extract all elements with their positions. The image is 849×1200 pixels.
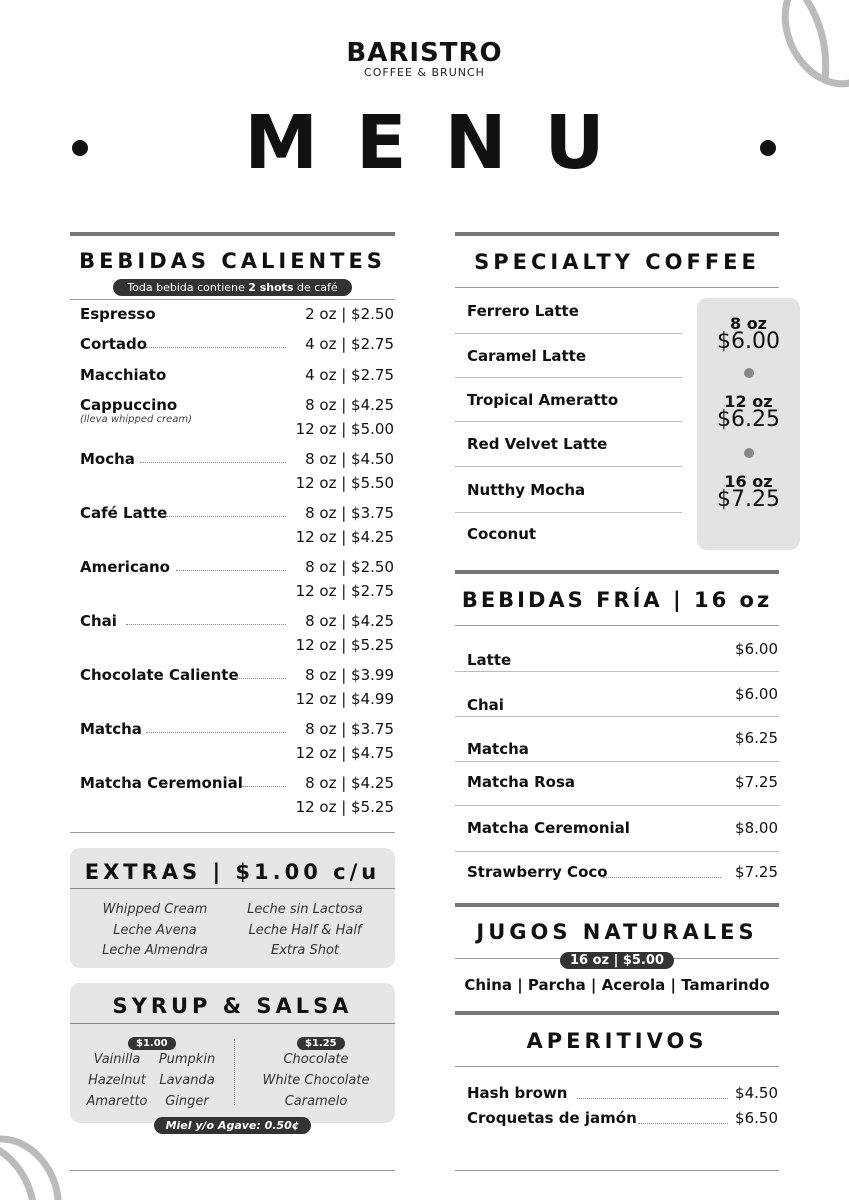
aperitivos-heading: APERITIVOS [526, 1029, 708, 1053]
specialty-item: Tropical Ameratto [467, 391, 619, 409]
menu-item-matcha: Matcha 8 oz | $3.75 12 oz | $4.75 [80, 720, 394, 762]
brand [0, 38, 849, 79]
syrup-price-a: $1.00 [128, 1031, 176, 1050]
extras-divider [70, 888, 395, 889]
size-label: 12 oz [724, 392, 773, 411]
miel-note: Miel y/o Agave: 0.50¢ [70, 1114, 395, 1134]
cold-item-price: $7.25 [735, 863, 778, 881]
specialty-item: Caramel Latte [467, 347, 587, 365]
extra-item: Leche Almendra [102, 943, 208, 958]
syrup-item: Amaretto [86, 1094, 148, 1109]
cold-item-name: Latte [467, 651, 512, 669]
jugos-heading: JUGOS NATURALES [476, 920, 758, 944]
hot-drinks-divider-bottom [70, 832, 395, 833]
syrup-list-b [246, 1049, 386, 1112]
specialty-item: Ferrero Latte [467, 302, 579, 320]
cold-item-price: $6.00 [735, 640, 778, 658]
cold-item-name: Matcha [467, 740, 529, 758]
row-divider [455, 333, 682, 334]
row-divider [455, 466, 682, 467]
jugos-price-badge: 16 oz | $5.00 [455, 949, 779, 969]
leader-dots [166, 516, 286, 517]
shots-note [70, 276, 395, 296]
specialty-item: Nutthy Mocha [467, 481, 586, 499]
brand-name: BARISTRO [346, 38, 503, 68]
specialty-size-box [697, 298, 800, 550]
cold-item-price: $6.00 [735, 685, 778, 703]
coffee-bean-decoration-bottom-left [0, 1125, 70, 1200]
extras-box [70, 848, 395, 968]
extra-item: Leche sin Lactosa [247, 902, 363, 917]
extra-item: Leche Half & Half [248, 922, 362, 938]
row-divider [455, 421, 682, 422]
cold-item-name: Matcha Rosa [467, 773, 576, 791]
cold-drinks-header [455, 570, 779, 626]
syrup-heading: SYRUP & SALSA [112, 994, 353, 1018]
menu-item-cafe-latte: Café Latte 8 oz | $3.75 12 oz | $4.25 [80, 504, 394, 546]
menu-item-matcha-ceremonial: Matcha Ceremonial 8 oz | $4.25 12 oz | $5.25 [80, 774, 394, 816]
cold-item-price: $6.25 [735, 729, 778, 747]
row-divider [455, 512, 682, 513]
decorative-dot-right [760, 140, 776, 156]
leader-dots [638, 1123, 728, 1124]
syrup-item: Pumpkin [158, 1052, 216, 1067]
row-divider [455, 671, 779, 672]
menu-item-chai: Chai 8 oz | $4.25 12 oz | $5.25 [80, 612, 394, 654]
separator-dot [744, 368, 754, 378]
cold-item-name: Strawberry Coco [467, 863, 608, 881]
specialty-header [455, 232, 779, 288]
row-divider [455, 716, 779, 717]
syrup-item: Ginger [165, 1094, 209, 1109]
hot-drinks-header [70, 232, 395, 300]
aperitivo-price: $4.50 [735, 1084, 778, 1102]
size-price: $7.25 [717, 487, 780, 512]
extra-item: Whipped Cream [102, 902, 208, 917]
leader-dots [146, 732, 286, 733]
aperitivo-name: Hash brown [467, 1084, 568, 1102]
extras-left-list [84, 900, 226, 962]
menu-item-americano: Americano 8 oz | $2.50 12 oz | $2.75 [80, 558, 394, 600]
right-bottom-rule [455, 1170, 779, 1171]
row-divider [455, 851, 779, 852]
size-label: 8 oz [729, 314, 767, 333]
aperitivos-divider [455, 1066, 779, 1067]
specialty-item: Coconut [467, 525, 537, 543]
syrup-column-separator [234, 1039, 235, 1105]
jugos-flavors: China | Parcha | Acerola | Tamarindo [464, 976, 770, 994]
syrup-item: White Chocolate [262, 1073, 370, 1088]
menu-item-mocha: Mocha 8 oz | $4.50 12 oz | $5.50 [80, 450, 394, 492]
hot-drinks-divider-top [70, 299, 395, 300]
extra-item: Extra Shot [271, 943, 339, 958]
cold-drinks-heading: BEBIDAS FRÍA | 16 oz [461, 588, 773, 612]
leader-dots [603, 877, 721, 878]
menu-item-macchiato: Macchiato 4 oz | $2.75 [80, 366, 394, 384]
menu-item-cortado: Cortado 4 oz | $2.75 [80, 335, 394, 353]
hot-drinks-heading: BEBIDAS CALIENTES [79, 249, 386, 273]
syrup-item: Vainilla [93, 1052, 141, 1067]
shots-note-pill: Toda bebida contiene 2 shots de café [113, 279, 351, 296]
leader-dots [146, 347, 286, 348]
cold-item-price: $8.00 [735, 819, 778, 837]
syrup-list-a1 [84, 1049, 150, 1112]
menu-item-chocolate-caliente: Chocolate Caliente 8 oz | $3.99 12 oz | $4.99 [80, 666, 394, 708]
leader-dots [236, 678, 286, 679]
aperitivo-name: Croquetas de jamón [467, 1109, 637, 1127]
row-divider [455, 377, 682, 378]
leader-dots [176, 570, 286, 571]
size-price: $6.25 [717, 407, 780, 432]
left-bottom-rule [70, 1170, 395, 1171]
leader-dots [577, 1098, 728, 1099]
aperitivos-header [455, 1011, 779, 1067]
aperitivo-price: $6.50 [735, 1109, 778, 1127]
specialty-item: Red Velvet Latte [467, 435, 608, 453]
extra-item: Leche Avena [113, 922, 197, 938]
syrup-item: Lavanda [159, 1073, 215, 1088]
syrup-price-b: $1.25 [297, 1031, 345, 1050]
leader-dots [126, 624, 286, 625]
syrup-item: Caramelo [284, 1094, 348, 1109]
separator-dot [744, 448, 754, 458]
cold-item-name: Matcha Ceremonial [467, 819, 630, 837]
syrup-list-a2 [154, 1049, 220, 1112]
syrup-box [70, 983, 395, 1123]
size-price: $6.00 [717, 329, 780, 354]
menu-item-espresso: Espresso 2 oz | $2.50 [80, 305, 394, 323]
syrup-divider [70, 1023, 395, 1024]
brand-subtitle: COFFEE & BRUNCH [364, 66, 485, 79]
specialty-heading: SPECIALTY COFFEE [474, 250, 760, 274]
cold-item-price: $7.25 [735, 773, 778, 791]
specialty-divider [455, 287, 779, 288]
row-divider [455, 761, 779, 762]
row-divider [455, 805, 779, 806]
menu-item-cappuccino: Cappuccino (lleva whipped cream) 8 oz | $4.25 12 oz | $5.00 [80, 396, 394, 438]
syrup-item: Chocolate [283, 1052, 349, 1067]
page-title: MENU [244, 100, 643, 186]
cold-item-name: Chai [467, 696, 504, 714]
leader-dots [242, 786, 286, 787]
extras-heading: EXTRAS | $1.00 c/u [84, 860, 381, 884]
size-label: 16 oz [724, 472, 773, 491]
leader-dots [140, 462, 286, 463]
extras-right-list [232, 900, 378, 962]
cold-drinks-divider [455, 625, 779, 626]
syrup-item: Hazelnut [88, 1073, 146, 1088]
